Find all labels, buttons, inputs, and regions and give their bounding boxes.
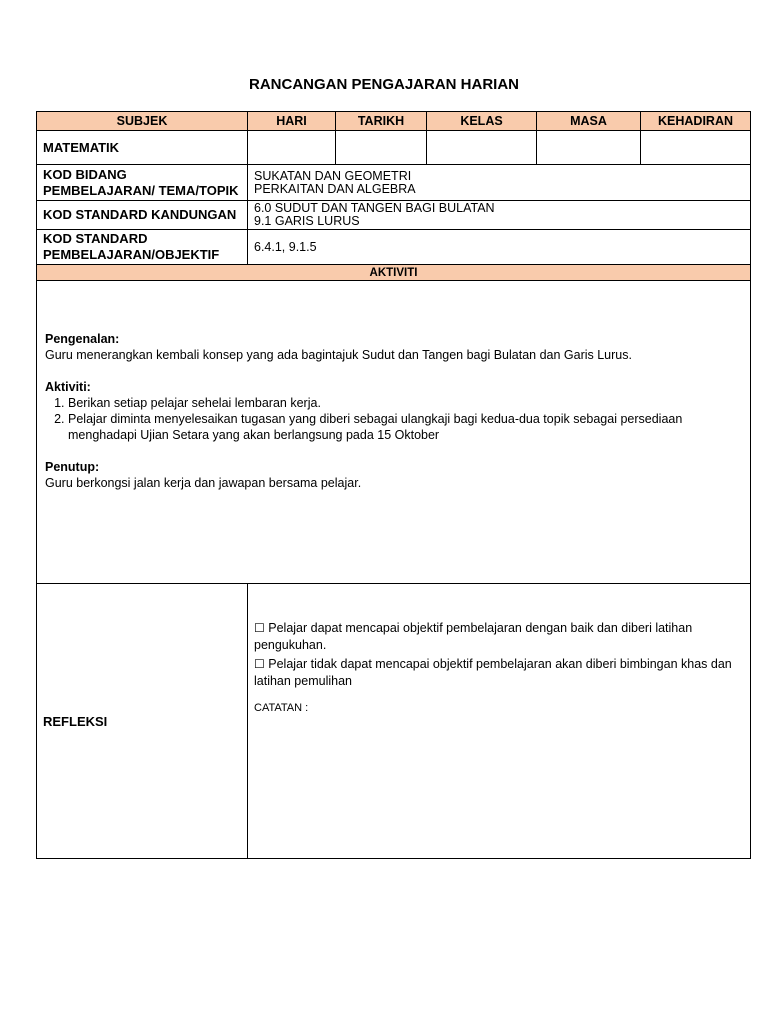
aktiviti-section [45,379,742,443]
penutup-text: Guru berkongsi jalan kerja dan jawapan bersama pelajar. [45,476,362,490]
pengenalan-section [45,331,742,363]
header-masa: MASA [537,112,641,131]
pengenalan-title: Pengenalan: [45,332,120,346]
penutup-section [45,459,742,491]
masa-cell[interactable] [537,131,641,165]
header-hari: HARI [248,112,336,131]
kelas-cell[interactable] [427,131,537,165]
aktiviti-content [37,281,751,584]
kod-bidang-line2: PERKAITAN DAN ALGEBRA [254,181,416,196]
aktiviti-header-row [37,265,751,281]
kod-bidang-value [248,165,751,201]
kod-bidang-line1: SUKATAN DAN GEOMETRI [254,168,412,183]
kod-objektif-value: 6.4.1, 9.1.5 [248,230,751,265]
header-row [37,112,751,131]
kod-bidang-label: KOD BIDANG PEMBELAJARAN/ TEMA/TOPIK [37,165,248,201]
refleksi-option-1-text: Pelajar dapat mencapai objektif pembelajaran dengan baik dan diberi latihan pengukuhan. [254,621,693,652]
refleksi-option-2-text: Pelajar tidak dapat mencapai objektif pembelajaran akan diberi bimbingan khas dan latihan pemulihan [254,657,732,688]
hari-cell[interactable] [248,131,336,165]
header-kelas: KELAS [427,112,537,131]
subjek-value: MATEMATIK [37,131,248,165]
tarikh-cell[interactable] [336,131,427,165]
lesson-plan-table [36,111,751,859]
subject-row [37,131,751,165]
kod-objektif-label-line1: KOD STANDARD [43,231,148,246]
checkbox-icon[interactable]: ☐ [254,621,265,635]
kod-standard-line2: 9.1 GARIS LURUS [254,214,360,228]
list-item: 1. Berikan setiap pelajar sehelai lembaran kerja. [68,395,742,411]
refleksi-option-1[interactable] [254,620,744,654]
kod-standard-row [37,201,751,230]
refleksi-row [37,584,751,859]
aktiviti-title: Aktiviti: [45,380,91,394]
refleksi-label: REFLEKSI [37,584,248,859]
kod-objektif-label [37,230,248,265]
header-kehadiran: KEHADIRAN [641,112,751,131]
kod-objektif-row [37,230,751,265]
penutup-title: Penutup: [45,460,100,474]
kod-standard-label: KOD STANDARD KANDUNGAN [37,201,248,230]
checkbox-icon[interactable]: ☐ [254,657,265,671]
header-tarikh: TARIKH [336,112,427,131]
kehadiran-cell[interactable] [641,131,751,165]
kod-bidang-row [37,165,751,201]
aktiviti-body-row [37,281,751,584]
pengenalan-text: Guru menerangkan kembali konsep yang ada bagintajuk Sudut dan Tangen bagi Bulatan dan Garis Lurus. [45,348,632,362]
refleksi-content [248,584,751,859]
refleksi-option-2[interactable] [254,656,744,690]
kod-objektif-label-line2: PEMBELAJARAN/OBJEKTIF [43,247,220,262]
list-item: 2. Pelajar diminta menyelesaikan tugasan yang diberi sebagai ulangkaji bagi kedua-dua topik sebagai persediaan menghadapi Ujian Setara yang akan berlangsung pada 15 Oktober [68,411,742,443]
aktiviti-list [45,395,742,443]
catatan-label: CATATAN : [254,702,309,714]
kod-standard-line1: 6.0 SUDUT DAN TANGEN BAGI BULATAN [254,201,495,215]
kod-standard-value [248,201,751,230]
header-subjek: SUBJEK [37,112,248,131]
document-title: RANCANGAN PENGAJARAN HARIAN [248,76,519,93]
aktiviti-header: AKTIVITI [37,265,751,281]
